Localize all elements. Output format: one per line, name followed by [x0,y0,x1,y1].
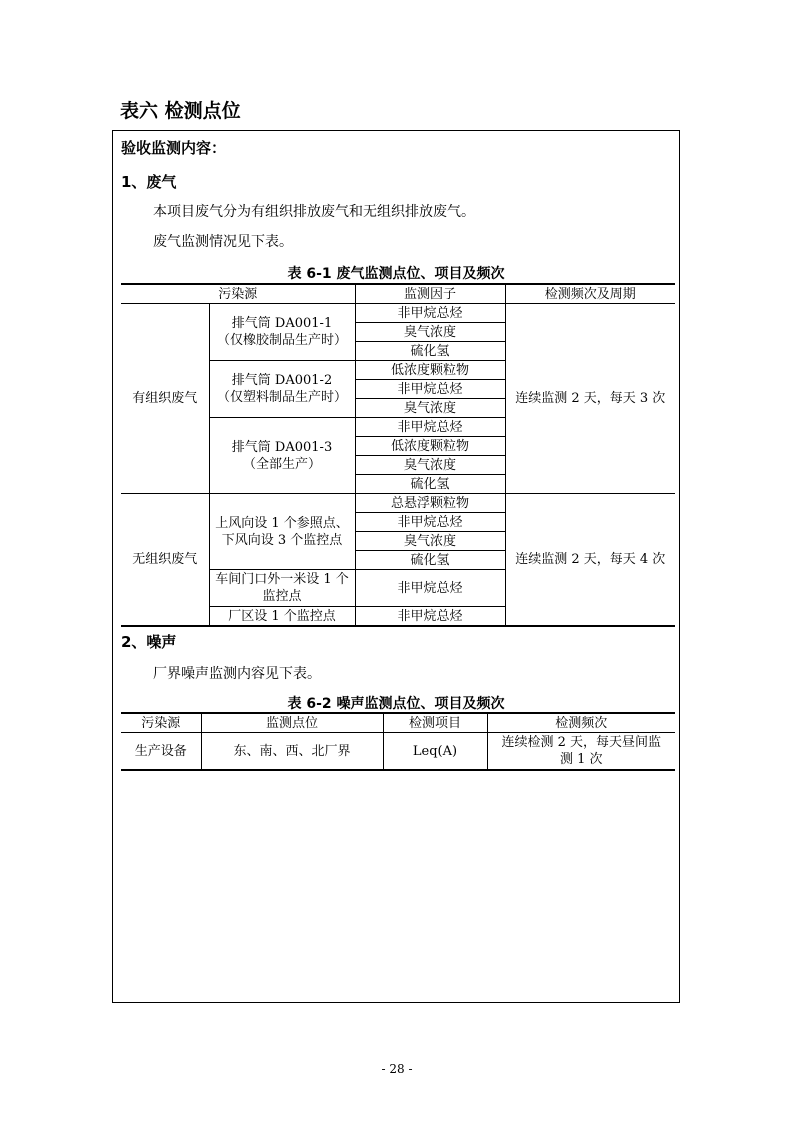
header-factor: 监测因子 [355,284,505,304]
factor-cell: 硫化氢 [355,551,505,570]
factor-cell: 臭气浓度 [355,456,505,475]
content-frame [112,130,680,1003]
source-cell: 排气筒 DA001-3 （全部生产） [209,418,355,494]
factor-cell: 非甲烷总烃 [355,304,505,323]
source-cell: 排气筒 DA001-2 （仅塑料制品生产时） [209,361,355,418]
source-cell: 上风向设 1 个参照点、 下风向设 3 个监控点 [209,494,355,570]
noise-points: 东、南、西、北厂界 [201,733,383,771]
source-cell: 车间门口外一米设 1 个 监控点 [209,570,355,607]
factor-cell: 总悬浮颗粒物 [355,494,505,513]
factor-cell: 低浓度颗粒物 [355,437,505,456]
factor-cell: 硫化氢 [355,342,505,361]
noise-header-frequency: 检测频次 [487,713,675,733]
gas-heading: 1、废气 [121,173,177,191]
noise-header-points: 监测点位 [201,713,383,733]
organized-frequency: 连续监测 2 天，每天 3 次 [505,304,675,494]
noise-item: Leq(A) [383,733,487,771]
source-cell: 排气筒 DA001-1 （仅橡胶制品生产时） [209,304,355,361]
noise-frequency: 连续检测 2 天，每天昼间监 测 1 次 [487,733,675,771]
factor-cell: 臭气浓度 [355,323,505,342]
factor-cell: 硫化氢 [355,475,505,494]
factor-cell: 臭气浓度 [355,532,505,551]
noise-source: 生产设备 [121,733,201,771]
unorganized-frequency: 连续监测 2 天，每天 4 次 [505,494,675,627]
noise-heading: 2、噪声 [121,633,177,651]
noise-monitoring-table [121,712,675,771]
header-frequency: 检测频次及周期 [505,284,675,304]
noise-header-source: 污染源 [121,713,201,733]
factor-cell: 非甲烷总烃 [355,418,505,437]
factor-cell: 非甲烷总烃 [355,513,505,532]
table-6-1-caption: 表 6-1 废气监测点位、项目及频次 [287,266,505,282]
page-number: - 28 - [381,1062,413,1076]
factor-cell: 臭气浓度 [355,399,505,418]
factor-cell: 非甲烷总烃 [355,607,505,627]
table-6-2-caption: 表 6-2 噪声监测点位、项目及频次 [287,696,505,712]
factor-cell: 非甲烷总烃 [355,570,505,607]
source-cell: 厂区设 1 个监控点 [209,607,355,627]
page-title: 表六 检测点位 [120,100,241,122]
gas-para-2: 废气监测情况见下表。 [153,234,293,250]
factor-cell: 低浓度颗粒物 [355,361,505,380]
noise-para-1: 厂界噪声监测内容见下表。 [153,666,321,682]
gas-para-1: 本项目废气分为有组织排放废气和无组织排放废气。 [153,204,475,220]
header-source: 污染源 [121,284,355,304]
unorganized-label: 无组织废气 [121,494,209,627]
gas-monitoring-table [121,283,675,627]
section-intro: 验收监测内容： [121,139,227,157]
organized-label: 有组织废气 [121,304,209,494]
noise-header-item: 检测项目 [383,713,487,733]
factor-cell: 非甲烷总烃 [355,380,505,399]
